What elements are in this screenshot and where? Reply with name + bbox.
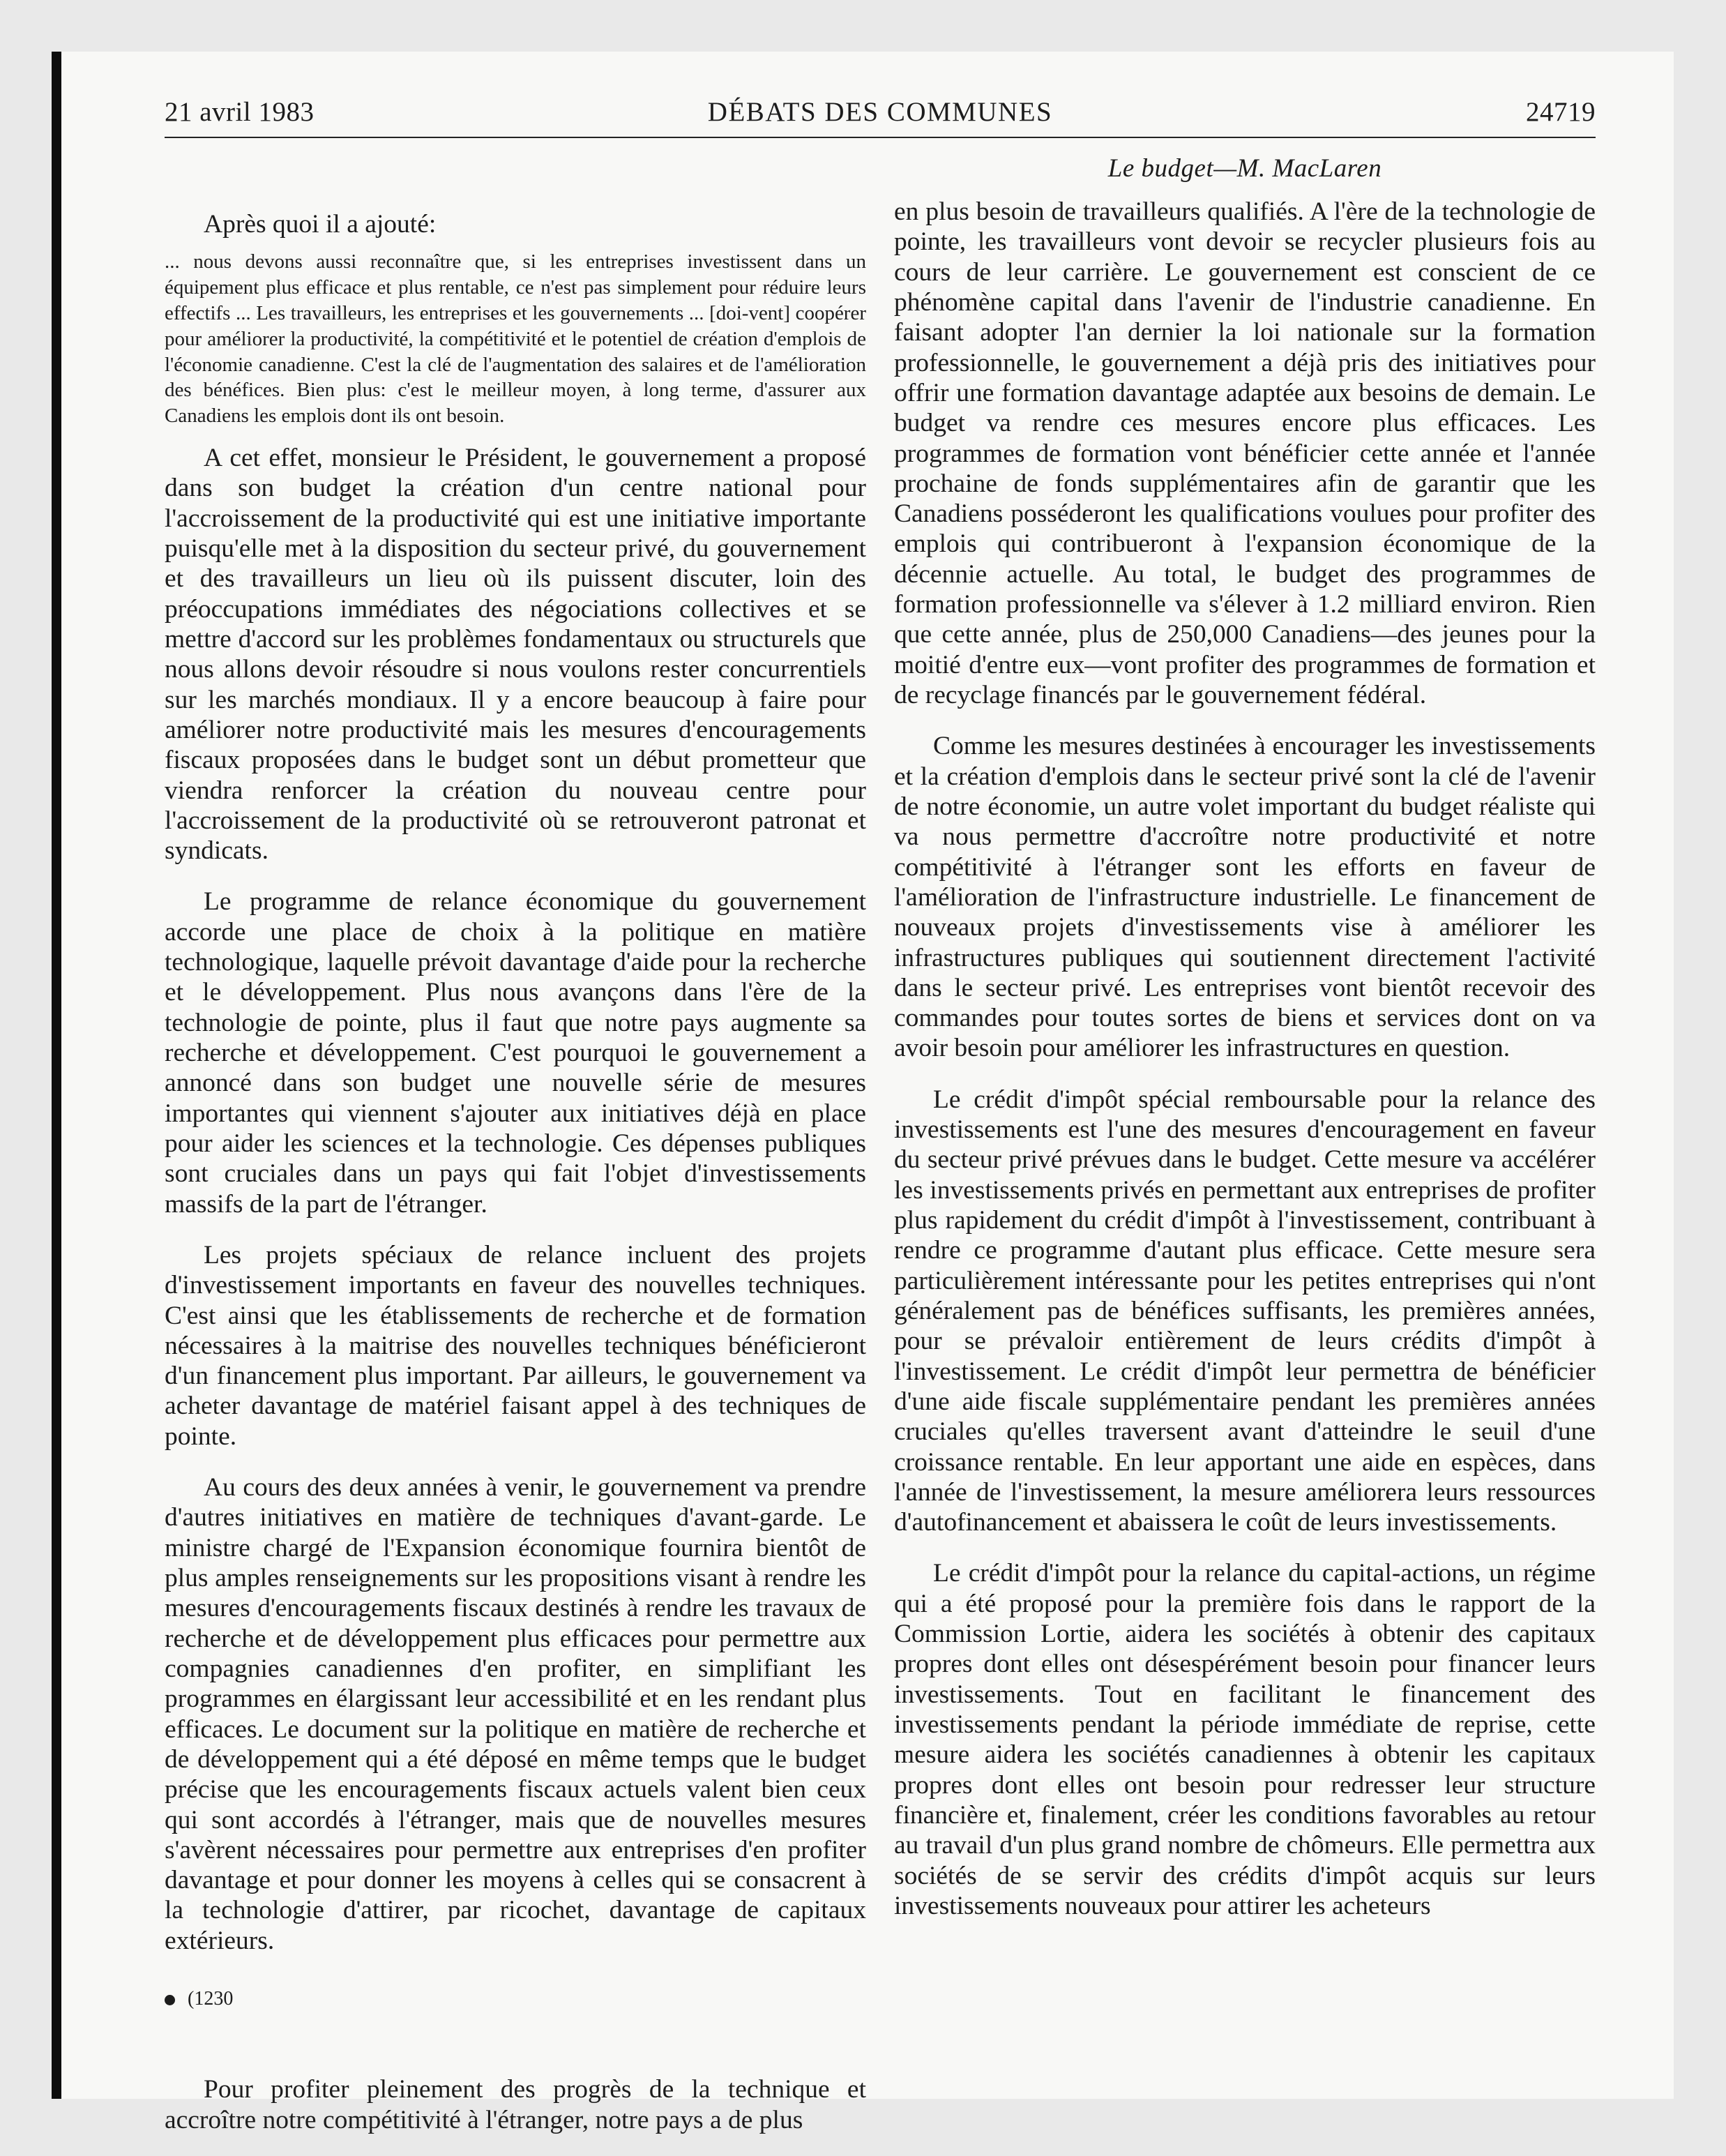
page-number: 24719 <box>1526 97 1596 127</box>
scan-edge <box>52 52 61 2099</box>
paragraph: Le programme de relance économique du gouvernement accorde une place de choix à la politique en matière technologique, laquelle prévoit davantage d'aide pour la recherche et le développement. Plus nous avançons dans l'ère de la technologie de pointe, plus il faut que notre pays augmente sa recherche et développement. C'est pourquoi le gouvernement a annoncé dans son budget une nouvelle série de mesures importantes qui viennent s'ajouter aux initiatives déjà en place pour aider les sciences et la technologie. Ces dépenses publiques sont cruciales dans un pays qui fait l'objet d'investissements massifs de la part de l'étranger. <box>165 887 866 1219</box>
paragraph: Le crédit d'impôt spécial remboursable pour la relance des investissements est l'une des mesures d'encouragement en faveur du secteur privé prévues dans le budget. Cette mesure va accélérer les investissements privés en permettant aux entreprises de profiter plus rapidement du crédit d'impôt à l'investissement, contribuant à rendre ce programme d'autant plus efficace. Cette mesure sera particulièrement intéressante pour les petites entreprises qui n'ont généralement pas de bénéfices suffisants, les premières années, pour se prévaloir entièrement de leurs crédits d'impôt à l'investissement. Le crédit d'impôt leur permettra de bénéficier d'une aide fiscale supplémentaire pendant les premières années cruciales qu'elles traversent avant d'atteindre le seuil d'une croissance rentable. En leur apportant une aide en espèces, dans l'année de l'investissement, la mesure améliorera leurs ressources d'autofinancement et abaissera le coût de leurs investissements. <box>894 1085 1596 1537</box>
paragraph: en plus besoin de travailleurs qualifiés. A l'ère de la technologie de pointe, les travailleurs vont devoir se recycler plusieurs fois au cours de leur carrière. Le gouvernement est conscient de ce phénomène capital dans l'avenir de l'industrie canadienne. En faisant adopter l'an dernier la loi nationale sur la formation professionnelle, le gouvernement a déjà pris des initiatives pour offrir une formation davantage adaptée aux besoins de demain. Le budget va rendre ces mesures encore plus efficaces. Les programmes de formation vont bénéficier cette année et l'année prochaine de fonds supplémentaires afin de garantir que les Canadiens posséderont les qualifications voulues pour profiter des emplois qui contribueront à l'expansion économique de la décennie actuelle. Au total, le budget des programmes de formation professionnelle va s'élever à 1.2 milliard environ. Rien que cette année, plus de 250,000 Canadiens—des jeunes pour la moitié d'entre eux—vont profiter des programmes de formation et de recyclage financés par le gouvernement fédéral. <box>894 197 1596 709</box>
bullet-icon <box>165 1995 175 2005</box>
header-title: DÉBATS DES COMMUNES <box>707 97 1053 127</box>
time-marker <box>165 1988 866 2010</box>
paragraph: Au cours des deux années à venir, le gouvernement va prendre d'autres initiatives en matière de techniques d'avant-garde. Le ministre chargé de l'Expansion économique fournira bientôt de plus amples renseignements sur les propositions visant à rendre les mesures d'encouragements fiscaux destinés à rendre les travaux de recherche et de développement plus efficaces pour permettre aux compagnies canadiennes d'en profiter, en simplifiant les programmes en élargissant leur accessibilité et en les rendant plus efficaces. Le document sur la politique en matière de recherche et de développement qui a été déposé en même temps que le budget précise que les encouragements fiscaux actuels valent bien ceux qui sont accordés à l'étranger, mais que de nouvelles mesures s'avèrent nécessaires pour permettre aux entreprises d'en profiter davantage et pour donner les moyens à celles qui se consacrent à la technologie d'attirer, par ricochet, davantage de capitaux extérieurs. <box>165 1473 866 1955</box>
block-quote: ... nous devons aussi reconnaître que, si les entreprises investissent dans un équipement plus efficace et plus rentable, ce n'est pas simplement pour réduire leurs effectifs ... Les travailleurs, les entreprises et les gouvernements ... [doi-vent] coopérer pour améliorer la productivité, la compétitivité et le potentiel de création d'emplois de l'économie canadienne. C'est la clé de l'augmentation des salaires et de l'amélioration des bénéfices. Bien plus: c'est le meilleur moyen, à long terme, d'assurer aux Canadiens les emplois dont ils ont besoin. <box>165 250 866 428</box>
header-rule <box>165 137 1596 138</box>
paragraph: Comme les mesures destinées à encourager les investissements et la création d'emplois dans le secteur privé sont la clé de l'avenir de notre économie, un autre volet important du budget réaliste qui va nous permettre d'accroître notre productivité et notre compétitivité à l'étranger sont les efforts en faveur de l'amélioration de l'infrastructure industrielle. Le financement de nouveaux projets d'investissements vise à améliorer les infrastructures publiques qui soutiennent directement l'activité dans le secteur privé. Les entreprises vont bientôt recevoir des commandes pour toutes sortes de biens et services dont on va avoir besoin pour améliorer les infrastructures en question. <box>894 732 1596 1063</box>
header-date: 21 avril 1983 <box>165 97 315 127</box>
paragraph: Pour profiter pleinement des progrès de la technique et accroître notre compétitivité à l'étranger, notre pays a de plus <box>165 2075 866 2134</box>
paragraph: Le crédit d'impôt pour la relance du capital-actions, un régime qui a été proposé pour la première fois dans le rapport de la Commission Lortie, aidera les sociétés à obtenir des capitaux propres dont elles ont désespérément besoin pour financer leurs investissements. Tout en facilitant le financement des investissements pendant la période immédiate de reprise, cette mesure aidera les sociétés canadiennes à obtenir les capitaux propres dont elles ont besoin pour redresser leur structure financière et, finalement, créer les conditions favorables au retour au travail d'un plus grand nombre de chômeurs. Elle permettra aux sociétés de se servir des crédits d'impôt acquis sur leurs investissements nouveaux pour attirer les acheteurs <box>894 1559 1596 1920</box>
paragraph: Les projets spéciaux de relance incluent des projets d'investissement importants en faveur des nouvelles techniques. C'est ainsi que les établissements de recherche et de formation nécessaires à la maitrise des nouvelles techniques bénéficieront d'un financement plus important. Par ailleurs, le gouvernement va acheter davantage de matériel faisant appel à des techniques de pointe. <box>165 1240 866 1451</box>
lead-line: Après quoi il a ajouté: <box>204 210 437 239</box>
left-column <box>165 209 866 2156</box>
right-column <box>894 197 1596 1942</box>
time-marker-text: (1230 <box>188 1988 234 2010</box>
running-head: Le budget—M. MacLaren <box>1107 154 1382 183</box>
page-header <box>165 96 1596 135</box>
paragraph: A cet effet, monsieur le Président, le gouvernement a proposé dans son budget la création d'un centre national pour l'accroissement de la productivité qui est une initiative importante puisqu'elle met à la disposition du secteur privé, du gouvernement et des travailleurs un lieu où ils puissent discuter, loin des préoccupations immédiates des négociations collectives et se mettre d'accord sur les problèmes fondamentaux ou structurels que nous allons devoir résoudre si nous voulons rester concurrentiels sur les marchés mondiaux. Il y a encore beaucoup à faire pour améliorer notre productivité mais les mesures d'encouragements fiscaux proposées dans le budget sont un début prometteur que viendra renforcer la création du nouveau centre pour l'accroissement de la productivité où se retrouveront patronat et syndicats. <box>165 444 866 866</box>
